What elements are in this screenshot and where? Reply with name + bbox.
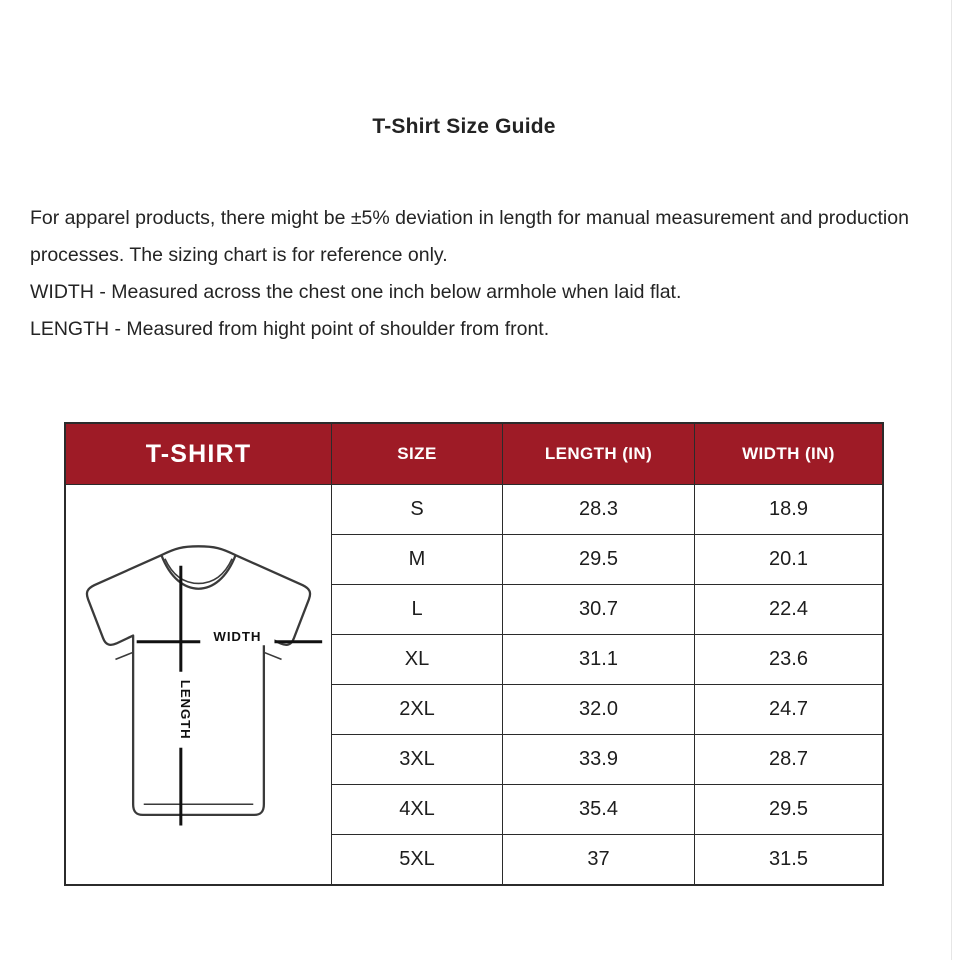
size-table-head — [66, 424, 883, 485]
cell-width: 31.5 — [695, 835, 883, 885]
header-size: SIZE — [332, 424, 503, 485]
cell-width: 18.9 — [695, 485, 883, 535]
cell-width: 20.1 — [695, 535, 883, 585]
page-edge-divider — [951, 0, 952, 960]
cell-size: M — [332, 535, 503, 585]
size-table-body — [66, 485, 883, 885]
cell-size: 2XL — [332, 685, 503, 735]
size-table-container — [64, 422, 884, 886]
page-title: T-Shirt Size Guide — [372, 115, 556, 138]
width-label: WIDTH — [213, 628, 262, 644]
brand-header-cell: T-SHIRT — [66, 424, 332, 485]
table-header-row — [66, 424, 883, 485]
cell-length: 29.5 — [503, 535, 695, 585]
intro-paragraph-3: LENGTH - Measured from hight point of shoulder from front. — [30, 318, 550, 340]
cell-length: 31.1 — [503, 635, 695, 685]
header-width: WIDTH (IN) — [695, 424, 883, 485]
cell-length: 37 — [503, 835, 695, 885]
cell-length: 32.0 — [503, 685, 695, 735]
cell-size: XL — [332, 635, 503, 685]
table-row — [66, 485, 883, 535]
cell-size: 3XL — [332, 735, 503, 785]
cell-size: S — [332, 485, 503, 535]
intro-paragraph-2: WIDTH - Measured across the chest one inch below armhole when laid flat. — [30, 281, 682, 303]
intro-paragraph-1: For apparel products, there might be ±5% deviation in length for manual measurement and production processes. The sizing chart is for reference only. — [30, 207, 909, 266]
size-table — [65, 423, 883, 885]
cell-width: 24.7 — [695, 685, 883, 735]
intro-text — [30, 200, 910, 348]
cell-width: 28.7 — [695, 735, 883, 785]
cell-length: 33.9 — [503, 735, 695, 785]
cell-length: 35.4 — [503, 785, 695, 835]
header-length: LENGTH (IN) — [503, 424, 695, 485]
cell-size: 4XL — [332, 785, 503, 835]
tshirt-diagram — [66, 485, 331, 884]
cell-size: L — [332, 585, 503, 635]
tshirt-diagram-cell — [66, 485, 332, 885]
cell-length: 30.7 — [503, 585, 695, 635]
cell-size: 5XL — [332, 835, 503, 885]
cell-width: 23.6 — [695, 635, 883, 685]
tshirt-icon — [66, 520, 331, 850]
length-label: LENGTH — [177, 679, 193, 740]
cell-width: 29.5 — [695, 785, 883, 835]
cell-width: 22.4 — [695, 585, 883, 635]
cell-length: 28.3 — [503, 485, 695, 535]
